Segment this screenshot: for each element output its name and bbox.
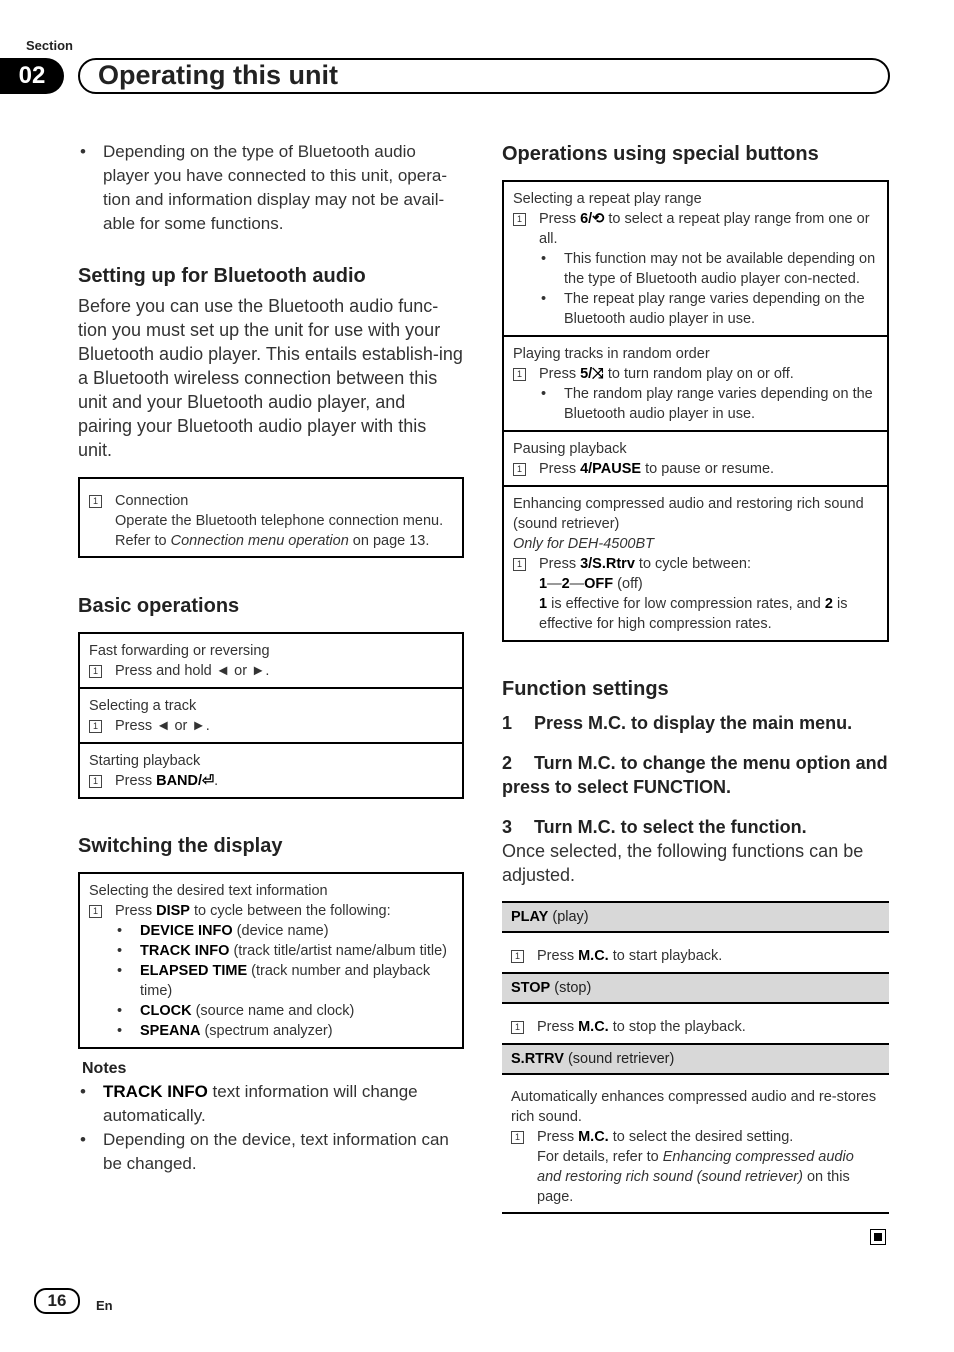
step-number: 1 [89,775,102,788]
connection-step [89,491,454,551]
special-heading: Operations using special buttons [502,143,819,165]
row-title: Fast forwarding or reversing [89,643,270,659]
step-number: 1 [511,1021,524,1034]
notes-heading: Notes [82,1060,127,1077]
display-item: • SPEANA (spectrum analyzer) [89,1021,454,1041]
basic-operations-table [78,632,464,799]
start-playback-row: Starting playback 1 Press BAND/⏎. [80,742,462,797]
fast-forward-row [80,634,462,687]
step-number: 1 [511,950,524,963]
srtrv-function-body: Automatically enhances compressed audio and re-stores rich sound. 1 Press M.C. to select the desired setting. For details, refer to Enhancing compressed audio and restoring rich sound (sound retriever) on this page. [502,1075,889,1214]
retriever-desc: 1 is effective for low compression rates, and 2 is effective for high compression rates. [539,596,848,632]
select-track-row [80,687,462,742]
basic-heading: Basic operations [78,595,240,617]
step-number: 1 [89,495,102,508]
step-number: 1 [513,213,526,226]
row-title: Pausing playback [513,441,627,457]
special-buttons-table [502,180,889,642]
step-number: 1 [511,1131,524,1144]
page-number: 16 [34,1288,80,1314]
pause-key: 4/PAUSE [580,461,642,477]
retriever-row: Enhancing compressed audio and restoring rich sound (sound retriever) Only for DEH-4500BT 1 Press 3/S.Rtrv to cycle between: 1—2—OFF (off) 1 is effective for low compression rates, and 2 is effective for high compression rates. [504,485,887,640]
row-text: Press and hold ◄ or ►. [115,663,270,679]
step-number: 1 [513,368,526,381]
display-item: • DEVICE INFO (device name) [89,921,454,941]
function-step-1: 1 Press M.C. to display the main menu. [502,713,853,733]
function-step-3-body: Once selected, the following functions can be adjusted. [502,841,864,885]
row-title: Starting playback [89,753,201,769]
left-column [78,140,464,1176]
connection-box [78,477,464,558]
connection-title: Connection [115,493,189,509]
row-title: Enhancing compressed audio and restoring rich sound (sound retriever) [513,496,864,532]
setup-heading: Setting up for Bluetooth audio [78,265,366,287]
random-row: Playing tracks in random order 1 Press 5/⤨ to turn random play on or off. • The random play range varies depending on the Bluetooth audio player in use. [504,335,887,430]
function-table [502,901,889,1214]
srtrv-description: Automatically enhances compressed audio and re-stores rich sound. [511,1089,877,1125]
random-key: 5/⤨ [580,366,604,382]
function-step-2: 2 Turn M.C. to change the menu option and press to select FUNCTION. [502,753,888,797]
stop-function-header: STOP (stop) [502,972,889,1004]
language-label: En [96,1298,113,1313]
stop-function-body: 1 Press M.C. to stop the playback. [502,1004,889,1043]
retriever-cycle: 1—2—OFF (off) [539,576,643,592]
page-title: Operating this unit [98,60,338,90]
pause-row: Pausing playback 1 Press 4/PAUSE to pause or resume. [504,430,887,485]
srtrv-key: 3/S.Rtrv [580,556,635,572]
row-title: Playing tracks in random order [513,346,710,362]
section-label: Section [26,38,73,53]
step-number: 1 [89,665,102,678]
step-number: 1 [89,720,102,733]
section-number: 02 [0,58,64,94]
repeat-row: Selecting a repeat play range 1 Press 6/⟲ to select a repeat play range from one or all. • This function may not be available depending on the type of Bluetooth audio player con-nected. • The repeat play range varies depending on the Bluetooth audio player in use. [504,182,887,335]
srtrv-detail: For details, refer to Enhancing compressed audio and restoring rich sound (sound retriever) on this page. [537,1149,854,1205]
step-number: 1 [89,905,102,918]
repeat-note: • This function may not be available depending on the type of Bluetooth audio player con-nected. [513,249,879,289]
model-note: Only for DEH-4500BT [513,536,655,552]
repeat-key: 6/⟲ [580,211,605,227]
srtrv-function-header: S.RTRV (sound retriever) [502,1043,889,1075]
note-item: • Depending on the device, text information can be changed. [78,1128,464,1176]
row-text: Press ◄ or ►. [115,718,210,734]
display-item: • CLOCK (source name and clock) [89,1001,454,1021]
display-box-title: Selecting the desired text information [89,883,328,899]
play-function-header: PLAY (play) [502,901,889,933]
display-item: • TRACK INFO (track title/artist name/album title) [89,941,454,961]
end-of-section-icon [870,1229,886,1245]
display-box: Selecting the desired text information 1 Press DISP to cycle between the following: • DEVICE INFO (device name) • TRACK INFO (track title/artist name/album title) • ELAPSED TIME (track number and playback time) • CLOCK (source name and clock) • SPEANA (spectrum analyzer) [78,872,464,1049]
row-title: Selecting a repeat play range [513,191,702,207]
setup-body: Before you can use the Bluetooth audio func-tion you must set up the unit for use with your Bluetooth audio player. This entails establish-ing a Bluetooth wireless connection between this unit and your Bluetooth audio player, and pairing your Bluetooth audio player with this unit. [78,296,463,460]
function-heading: Function settings [502,678,669,700]
play-function-body: 1 Press M.C. to start playback. [502,933,889,972]
row-title: Selecting a track [89,698,197,714]
repeat-note: • The repeat play range varies depending on the Bluetooth audio player in use. [513,289,879,329]
display-heading: Switching the display [78,835,283,857]
disp-key: DISP [156,903,190,919]
function-step-3: 3 Turn M.C. to select the function. [502,817,807,837]
step-number: 1 [513,463,526,476]
random-note: • The random play range varies depending on the Bluetooth audio player in use. [513,384,879,424]
intro-bullet: • Depending on the type of Bluetooth audio player you have connected to this unit, opera-tion and information display may not be avail-able for some functions. [78,140,461,236]
display-item: • ELAPSED TIME (track number and playback time) [89,961,454,1001]
connection-text: Operate the Bluetooth telephone connection menu. Refer to Connection menu operation on page 13. [115,513,444,549]
right-column [502,140,889,1214]
band-key: BAND/⏎ [156,773,215,789]
note-item: • TRACK INFO text information will change automatically. [78,1080,464,1128]
step-number: 1 [513,558,526,571]
